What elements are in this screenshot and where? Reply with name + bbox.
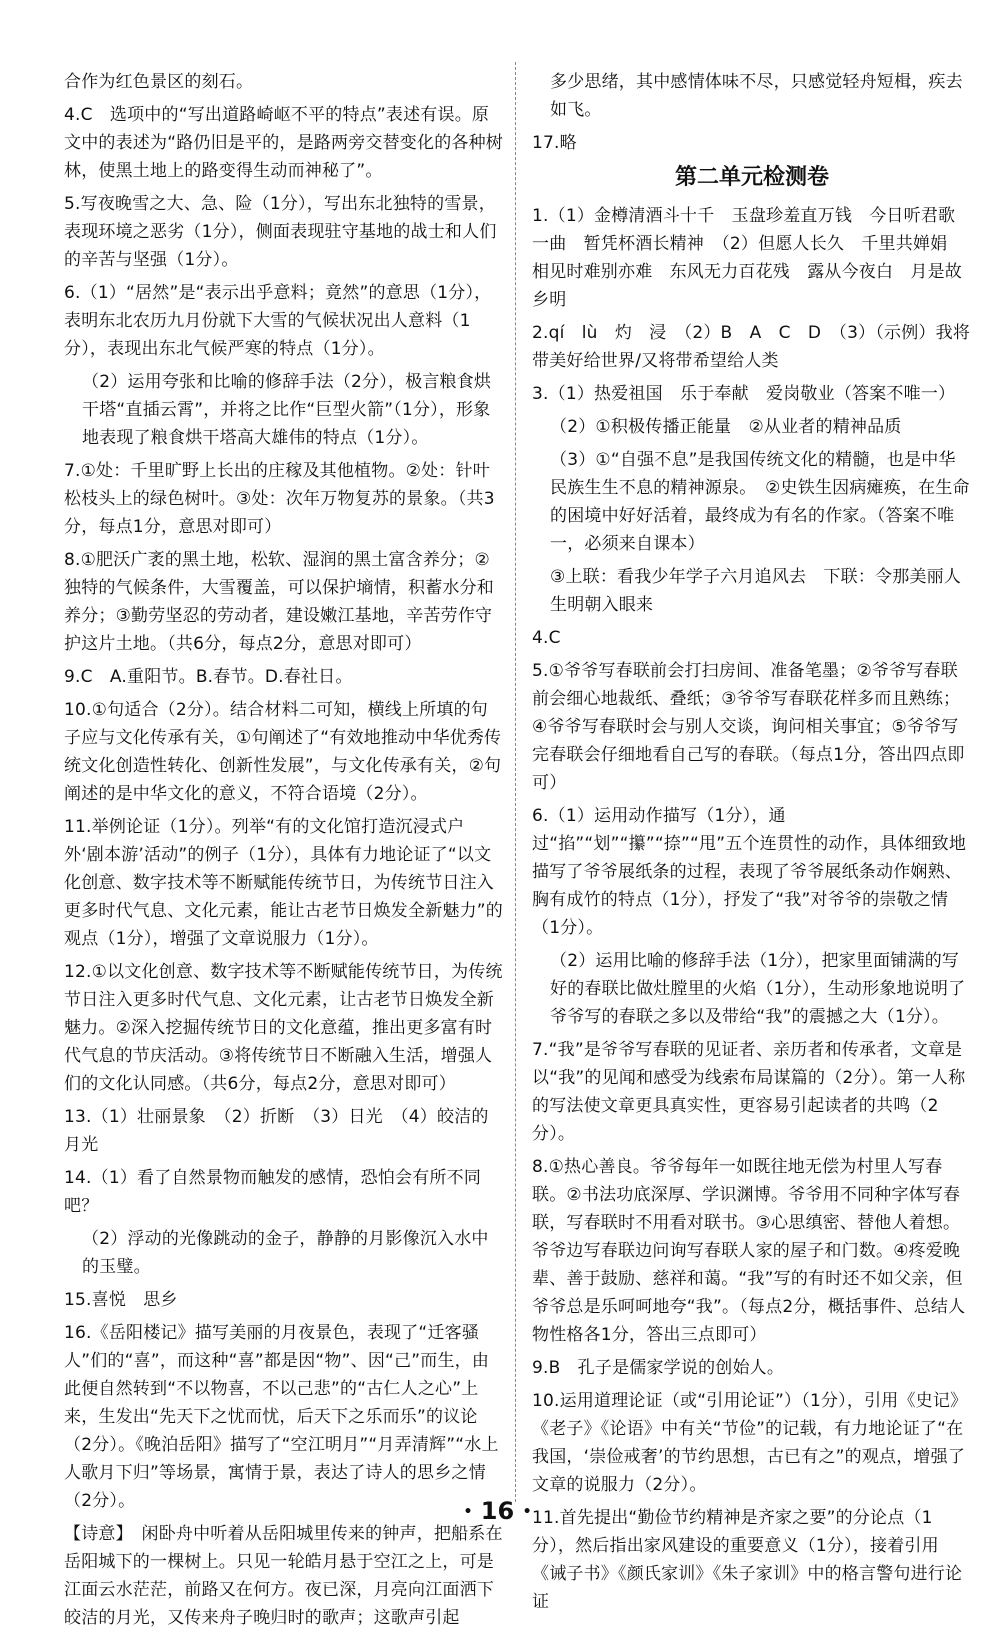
unit2-answer-3-4: ③上联：看我少年学子六月追风去 下联：令那美丽人生明朝入眼来	[550, 567, 962, 615]
right-column	[532, 68, 972, 1621]
unit2-answer-4: 4.C	[532, 628, 561, 648]
column-divider	[515, 62, 516, 1502]
unit2-answer-6-1: 6.（1）运用动作描写（1分），通过“掐”“划”“攥”“捺”“甩”五个连贯性的动作，具体细致地描写了爷爷展纸条的过程，表现了爷爷展纸条动作娴熟、胸有成竹的特点（1分），抒发了“我”对爷爷的崇敬之情（1分）。	[532, 806, 967, 938]
left-column	[64, 68, 504, 1637]
answer-line: 合作为红色景区的刻石。	[64, 72, 254, 92]
answer-8: 8.①肥沃广袤的黑土地，松软、湿润的黑土富含养分；②独特的气候条件，大雪覆盖，可以保护墒情，积蓄水分和养分；③勤劳坚忍的劳动者，建设嫩江基地，辛苦劳作守护这片土地。（共6分，每点2分，意思对即可）	[64, 550, 494, 654]
page-number-dot-right: •	[522, 1504, 532, 1520]
unit2-answer-10: 10.运用道理论证（或“引用论证”）（1分），引用《史记》《老子》《论语》中有关“节俭”的记载，有力地论证了“在我国，‘崇俭戒奢’的节约思想，古已有之”的观点，增强了文章的说服力（2分）。	[532, 1391, 968, 1495]
answer-16: 16.《岳阳楼记》描写美丽的月夜景色，表现了“迁客骚人”们的“喜”，而这种“喜”都是因“物”、因“己”而生，由此便自然转到“不以物喜，不以己悲”的“古仁人之心”上来，生发出“先天下之忧而忧，后天下之乐而乐”的议论（2分）。《晚泊岳阳》描写了“空江明月”“月弄清辉”“水上人歌月下归”等场景，寓情于景，表达了诗人的思乡之情（2分）。	[64, 1323, 499, 1511]
unit2-answer-2: 2.qí lù 灼 浸 （2）B A C D （3）（示例）我将带美好给世界/又将带希望给人类	[532, 323, 971, 371]
answer-6-1: 6.（1）“居然”是“表示出乎意料；竟然”的意思（1分），表明东北农历九月份就下大雪的气候状况出人意料（1分），表现出东北气候严寒的特点（1分）。	[64, 283, 492, 359]
answer-6-2: （2）运用夸张和比喻的修辞手法（2分），极言粮食烘干塔“直插云霄”，并将之比作“巨型火箭”（1分），形象地表现了粮食烘干塔高大雄伟的特点（1分）。	[82, 372, 492, 448]
unit2-answer-5: 5.①爷爷写春联前会打扫房间、准备笔墨；②爷爷写春联前会细心地裁纸、叠纸；③爷爷写春联花样多而且熟练；④爷爷写春联时会与别人交谈，询问相关事宜；⑤爷爷写完春联会仔细地看自己写的春联。（每点1分，答出四点即可）	[532, 661, 965, 793]
answer-7: 7.①处：千里旷野上长出的庄稼及其他植物。②处：针叶松枝头上的绿色树叶。③处：次年万物复苏的景象。（共3分，每点1分，意思对即可）	[64, 461, 495, 537]
page-number	[0, 1496, 995, 1527]
page-number-dot-left: •	[463, 1504, 473, 1520]
unit2-answer-3-1: 3.（1）热爱祖国 乐于奉献 爱岗敬业（答案不唯一）	[532, 384, 956, 404]
unit2-answer-7: 7.“我”是爷爷写春联的见证者、亲历者和传承者，文章是以“我”的见闻和感受为线索布局谋篇的（2分）。第一人称的写法使文章更具真实性，更容易引起读者的共鸣（2分）。	[532, 1040, 966, 1144]
unit2-answer-6-2: （2）运用比喻的修辞手法（1分），把家里面铺满的写好的春联比做灶膛里的火焰（1分），生动形象地说明了爷爷写的春联之多以及带给“我”的震撼之大（1分）。	[550, 951, 966, 1027]
answer-5: 5.写夜晚雪之大、急、险（1分），写出东北独特的雪景，表现环境之恶劣（1分），侧面表现驻守基地的战士和人们的辛苦与坚强（1分）。	[64, 194, 497, 270]
answer-11: 11.举例论证（1分）。列举“有的文化馆打造沉浸式户外‘剧本游’活动”的例子（1分），具体有力地论证了“以文化创意、数字技术等不断赋能传统节日，为传统节日注入更多时代气息、文化元素，能让古老节日焕发全新魅力”的观点（1分），增强了文章说服力（1分）。	[64, 817, 504, 949]
unit2-answer-11: 11.首先提出“勤俭节约精神是齐家之要”的分论点（1分），然后指出家风建设的重要意义（1分），接着引用《诫子书》《颜氏家训》《朱子家训》中的格言警句进行论证	[532, 1508, 963, 1612]
unit2-answer-1: 1.（1）金樽清酒斗十千 玉盘珍羞直万钱 今日听君歌一曲 暂凭杯酒长精神 （2）但愿人长久 千里共婵娟 相见时难别亦难 东风无力百花残 露从今夜白 月是故乡明	[532, 206, 965, 310]
answer-12: 12.①以文化创意、数字技术等不断赋能传统节日，为传统节日注入更多时代气息、文化元素，让古老节日焕发全新魅力。②深入挖掘传统节日的文化意蕴，推出更多富有时代气息的节庆活动。③将传统节日不断融入生活，增强人们的文化认同感。（共6分，每点2分，意思对即可）	[64, 962, 503, 1094]
answer-17: 17.略	[532, 133, 577, 153]
poem-meaning-continued: 多少思绪，其中感情体味不尽，只感觉轻舟短楫，疾去如飞。	[550, 72, 963, 120]
answer-15: 15.喜悦 思乡	[64, 1290, 178, 1310]
section-title: 第二单元检测卷	[674, 165, 829, 190]
answer-13: 13.（1）壮丽景象 （2）折断 （3）日光 （4）皎洁的月光	[64, 1107, 489, 1155]
unit2-answer-9: 9.B 孔子是儒家学说的创始人。	[532, 1358, 785, 1378]
answer-14-1: 14.（1）看了自然景物而触发的感情，恐怕会有所不同吧？	[64, 1168, 482, 1216]
unit2-answer-3-2: （2）①积极传播正能量 ②从业者的精神品质	[550, 417, 902, 437]
unit2-answer-8: 8.①热心善良。爷爷每年一如既往地无偿为村里人写春联。②书法功底深厚、学识渊博。爷爷用不同种字体写春联，写春联时不用看对联书。③心思缜密、替他人着想。爷爷边写春联边问询写春联人家的屋子和门数。④疼爱晚辈、善于鼓励、慈祥和蔼。“我”写的有时还不如父亲，但爷爷总是乐呵呵地夸“我”。（每点2分，概括事件、总结人物性格各1分，答出三点即可）	[532, 1157, 966, 1345]
answer-10: 10.①句适合（2分）。结合材料二可知，横线上所填的句子应与文化传承有关，①句阐述了“有效地推动中华优秀传统文化创造性转化、创新性发展”，与文化传承有关，②句阐述的是中华文化的意义，不符合语境（2分）。	[64, 700, 502, 804]
page-number-value: 16	[480, 1497, 515, 1525]
answer-14-2: （2）浮动的光像跳动的金子，静静的月影像沉入水中的玉璧。	[82, 1229, 489, 1277]
answer-4: 4.C 选项中的“写出道路崎岖不平的特点”表述有误。原文中的表述为“路仍旧是平的，是路两旁交替变化的各种树林，使黑土地上的路变得生动而神秘了”。	[64, 105, 504, 181]
poem-meaning: 【诗意】 闲卧舟中听着从岳阳城里传来的钟声，把船系在岳阳城下的一棵树上。只见一轮皓月悬于空江之上，可是江面云水茫茫，前路又在何方。夜已深，月亮向江面洒下皎洁的月光，又传来舟子晚归时的歌声；这歌声引起	[64, 1524, 503, 1628]
unit2-answer-3-3: （3）①“自强不息”是我国传统文化的精髓，也是中华民族生生不息的精神源泉。 ②史铁生因病瘫痪，在生命的困境中好好活着，最终成为有名的作家。（答案不唯一，必须来自课本）	[550, 450, 970, 554]
answer-9: 9.C A.重阳节。B.春节。D.春社日。	[64, 667, 353, 687]
